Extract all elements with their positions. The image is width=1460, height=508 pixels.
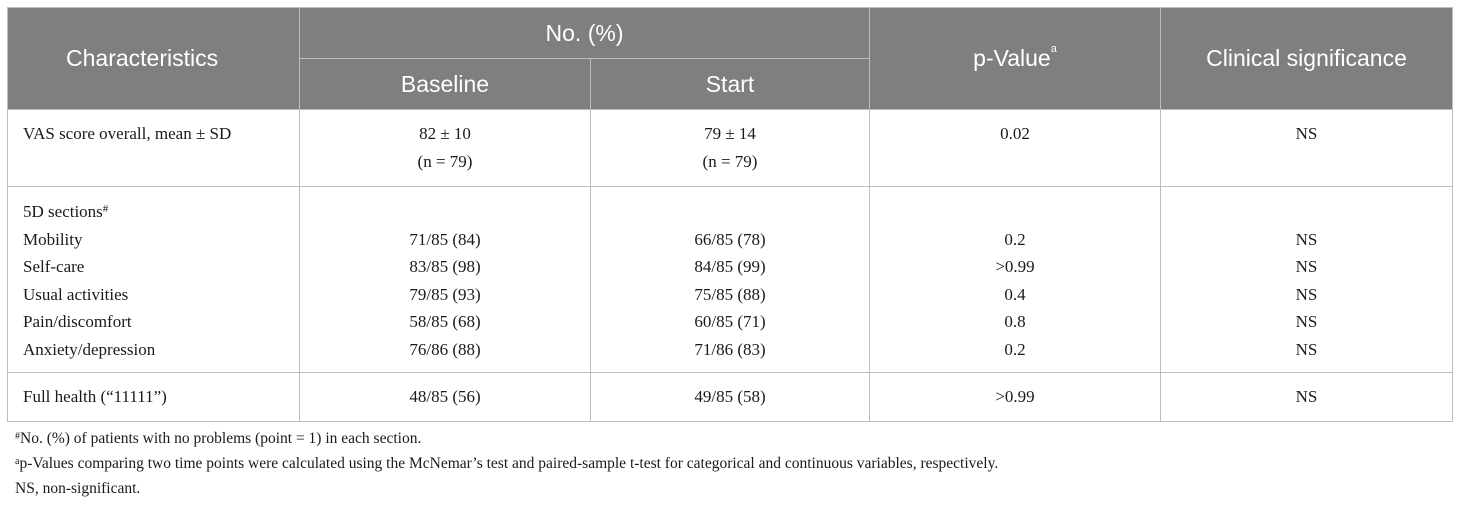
section-start: 84/85 (99): [694, 257, 766, 276]
header-pvalue: p-Value$^a$: [870, 8, 1161, 110]
header-characteristics: Characteristics: [8, 8, 300, 110]
footnotes: [15, 426, 998, 501]
section-start: 75/85 (88): [694, 284, 766, 304]
full-health-start: 49/85 (58): [694, 387, 766, 406]
footnote-pvalue: $^a$p-Values comparing two time points were calculated using the McNemar’s test and paired-sample t-test for categorical and continuous variables, respectively.: [15, 455, 999, 472]
section-baseline: 79/85 (93): [409, 284, 481, 304]
header-no-pct: No. (%): [300, 8, 870, 59]
full-health-clinical: NS: [1295, 387, 1318, 406]
header-clinical-significance: Clinical significance: [1161, 8, 1453, 110]
section-clinical: NS: [1295, 257, 1318, 276]
full-health-label: Full health (“11111”): [23, 387, 167, 406]
vas-start: 79 ± 14: [704, 124, 756, 143]
full-health-pvalue: >0.99: [995, 387, 1035, 406]
section-pvalue: >0.99: [995, 257, 1035, 276]
section-clinical: NS: [1295, 229, 1318, 249]
full-health-baseline: 48/85 (56): [409, 387, 481, 406]
section-baseline: 71/85 (84): [409, 229, 481, 249]
section-clinical: NS: [1295, 312, 1318, 331]
section-pvalue: 0.8: [1004, 312, 1026, 331]
footnote-ns: NS, non-significant.: [15, 480, 141, 497]
vas-clinical: NS: [1295, 124, 1318, 143]
section-pvalue: 0.2: [1004, 339, 1026, 359]
section-clinical: NS: [1295, 339, 1318, 359]
section-start: 71/86 (83): [694, 339, 766, 359]
table-row-full-health: [8, 373, 1453, 422]
section-label-pain-discomfort: Pain/discomfort: [23, 312, 132, 331]
section-baseline: 83/85 (98): [409, 257, 481, 276]
section-clinical: NS: [1295, 284, 1318, 304]
results-table: [7, 7, 1453, 422]
section-baseline: 76/86 (88): [409, 339, 481, 359]
section-baseline: 58/85 (68): [409, 312, 481, 331]
header-baseline: Baseline: [300, 59, 591, 110]
table-row-vas: [8, 110, 1453, 187]
sections-label: 5D sections#: [23, 202, 109, 221]
section-pvalue: 0.2: [1004, 229, 1026, 249]
section-label-anxiety-depression: Anxiety/depression: [23, 339, 156, 359]
section-pvalue: 0.4: [1004, 284, 1026, 304]
footnote-sections: #No. (%) of patients with no problems (point = 1) in each section.: [15, 430, 422, 447]
table-row-5d-sections: [8, 187, 1453, 373]
section-label-self-care: Self-care: [23, 257, 85, 276]
vas-baseline: 82 ± 10: [419, 124, 471, 143]
section-label-mobility: Mobility: [23, 229, 83, 249]
vas-baseline-n: (n = 79): [417, 151, 473, 171]
header-start: Start: [591, 59, 870, 110]
vas-start-n: (n = 79): [702, 151, 758, 171]
vas-label: VAS score overall, mean ± SD: [23, 124, 232, 143]
vas-pvalue: 0.02: [1000, 124, 1030, 143]
section-start: 60/85 (71): [694, 312, 766, 331]
section-start: 66/85 (78): [694, 229, 766, 249]
section-label-usual-activities: Usual activities: [23, 284, 129, 304]
